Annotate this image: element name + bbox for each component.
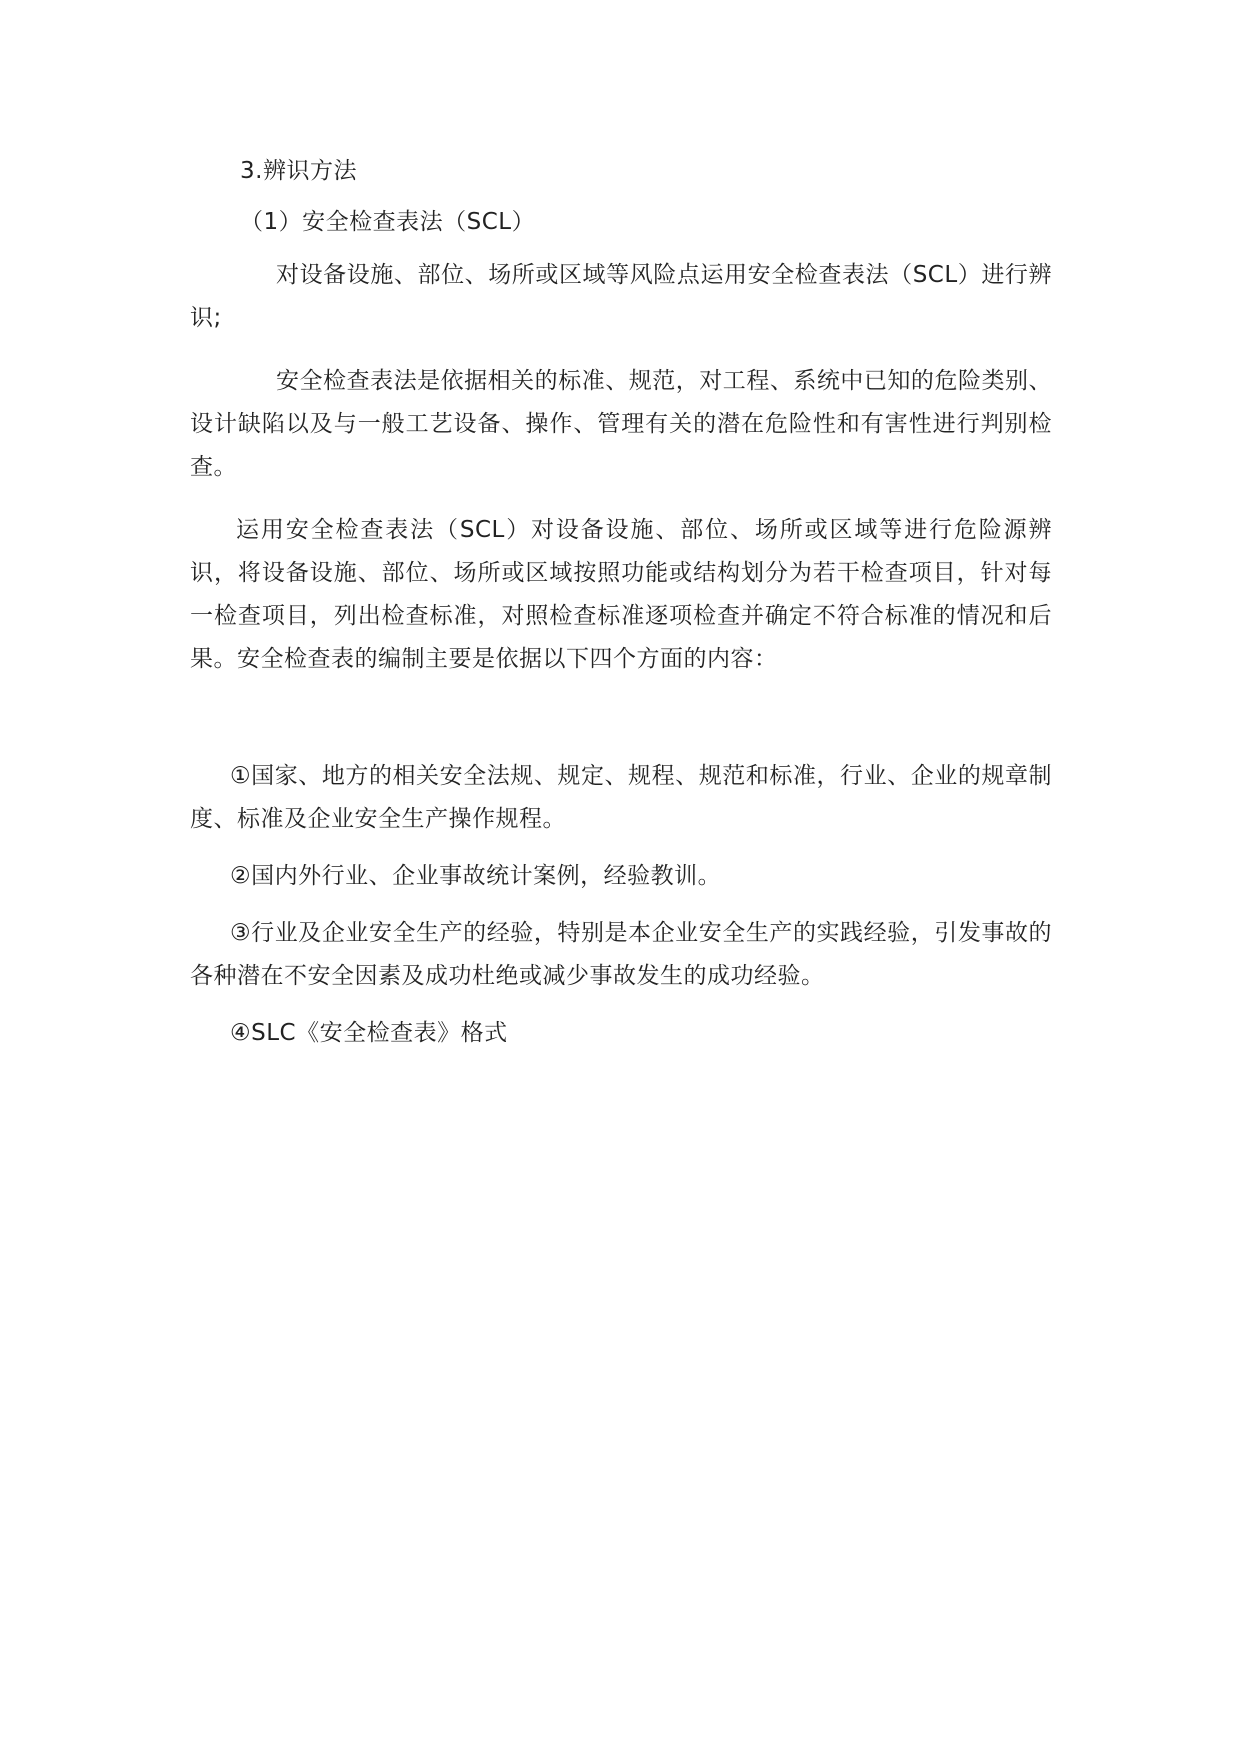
list-item: ②国内外行业、企业事故统计案例，经验教训。 xyxy=(230,863,722,889)
paragraph-scl-procedure: 运用安全检查表法（SCL）对设备设施、部位、场所或区域等进行危险源辨识，将设备设施、部位、场所或区域按照功能或结构划分为若干检查项目，针对每一检查项目，列出检查标准，对照检查标准逐项检查并确定不符合标准的情况和后果。安全检查表的编制主要是依据以下四个方面的内容： xyxy=(190,517,1052,672)
document-body xyxy=(190,150,1052,1055)
section-heading: 3.辨识方法 xyxy=(240,158,357,184)
subsection-heading: （1）安全检查表法（SCL） xyxy=(240,209,536,235)
list-item: ③行业及企业安全生产的经验，特别是本企业安全生产的实践经验，引发事故的各种潜在不安全因素及成功杜绝或减少事故发生的成功经验。 xyxy=(190,920,1052,989)
list-item: ①国家、地方的相关安全法规、规定、规程、规范和标准，行业、企业的规章制度、标准及企业安全生产操作规程。 xyxy=(190,763,1052,832)
list-item: ④SLC《安全检查表》格式 xyxy=(230,1020,508,1046)
paragraph-scl-usage: 对设备设施、部位、场所或区域等风险点运用安全检查表法（SCL）进行辨识; xyxy=(190,262,1052,331)
paragraph-scl-definition: 安全检查表法是依据相关的标准、规范，对工程、系统中已知的危险类别、设计缺陷以及与一般工艺设备、操作、管理有关的潜在危险性和有害性进行判别检查。 xyxy=(190,368,1052,480)
